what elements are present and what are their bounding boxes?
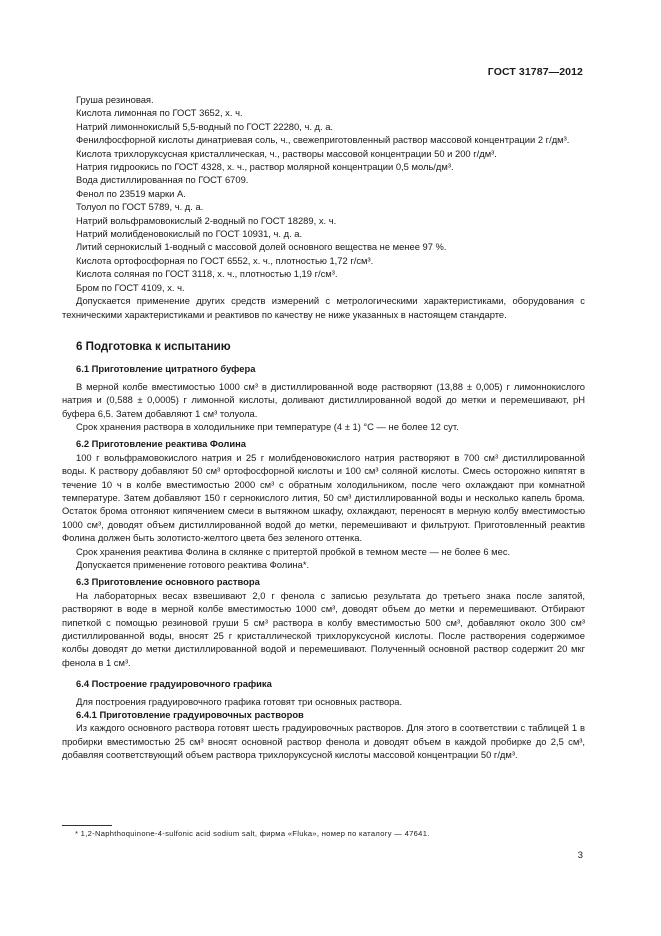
reagent-item: Литий сернокислый 1-водный с массовой долей основного вещества не менее 97 %. [76, 241, 447, 253]
reagent-item: Бром по ГОСТ 4109, х. ч. [76, 281, 185, 293]
reagent-list [62, 93, 585, 321]
paragraph: Допускается применение готового реактива Фолина*. [76, 559, 310, 570]
reagent-item: Фенол по 23519 марки А. [76, 187, 186, 199]
page-number: 3 [577, 849, 583, 860]
reagent-item: Толуол по ГОСТ 5789, ч. д. а. [76, 201, 204, 213]
subsection-6-3-heading: 6.3 Приготовление основного раствора [76, 576, 260, 588]
subsection-6-4-heading: 6.4 Построение градуировочного графика [76, 678, 272, 690]
reagent-item: Натрия гидроокись по ГОСТ 4328, х. ч., раствор молярной концентрации 0,5 моль/дм³. [76, 161, 454, 173]
paragraph: В мерной колбе вместимостью 1000 см³ в дистиллированной воде растворяют (13,88 ± 0,005) г лимоннокислого натрия и (0,588 ± 0,0005) г лимонной кислоты, доливают дистиллированной водой до метки и перемешивают, pH буфера 6,5. Затем добавляют 1 см³ толуола. [62, 380, 585, 419]
paragraph: Из каждого основного раствора готовят шесть градуировочных растворов. Для этого в соответствии с таблицей 1 в пробирки вместимостью 25 см³ вносят основной раствор фенола и доводят объем в каждой пробирке до 2,5 см³, добавляя соответствующий объем раствора трихлоруксусной кислоты массовой концентрации 50 г/дм³. [62, 722, 585, 761]
paragraph: Для построения градуировочного графика готовят три основных раствора. [76, 695, 403, 707]
section-6-heading: 6 Подготовка к испытанию [76, 339, 231, 353]
reagent-item: Натрий лимоннокислый 5,5-водный по ГОСТ 22280, ч. д. а. [76, 120, 334, 132]
reagent-item: Натрий вольфрамовокислый 2-водный по ГОСТ 18289, х. ч. [76, 214, 337, 226]
reagent-item: Кислота соляная по ГОСТ 3118, х. ч., плотностью 1,19 г/см³. [76, 268, 338, 280]
paragraph: На лабораторных весах взвешивают 2,0 г фенола с записью результата до третьего знака после запятой, растворяют в воде в мерной колбе вместимостью 1000 см³, доводят объем до метки и перемешивают. Отбирают пипеткой с помощью резиновой груши 5 см³ раствора в колбу вместимостью 500 см³, добавляют около 300 см³ дистиллированной воды, вносят 25 г кристаллической трихлоруксусной кислоты. После растворения содержимое колбы доводят до метки дистиллированной водой и перемешивают. Полученный основной раствор содержит 20 мкг фенола в 1 см³. [62, 589, 585, 668]
reagent-item: Кислота трихлоруксусная кристаллическая, ч., растворы массовой концентрации 50 и 200 г/дм³. [76, 147, 497, 159]
paragraph: Срок хранения реактива Фолина в склянке с притертой пробкой в темном месте — не более 6 мес. [76, 545, 511, 557]
subsection-6-2-heading: 6.2 Приготовление реактива Фолина [76, 438, 247, 450]
paragraph: 100 г вольфрамовокислого натрия и 25 г молибденовокислого натрия растворяют в 700 см³ дистиллированной воды. К раствору добавляют 50 см³ ортофосфорной кислоты и 100 см³ соляной кислоты. Смесь осторожно кипятят в течение 10 ч в колбе вместимостью 2000 см³ с обратным холодильником, после чего охлаждают при комнатной температуре. Затем добавляют 150 г сернокислого лития, 50 см³ дистиллированной воды и несколько капель брома. Остаток брома отгоняют кипячением смеси в вытяжном шкафу, охлаждают, переносят в мерную колбу вместимостью 1000 см³, доводят объем дистиллированной водой до метки, перемешивают и фильтруют. Приготовленный реактив Фолина должен быть золотисто-желтого цвета без зеленого оттенка. [62, 451, 585, 544]
reagent-item: Кислота лимонная по ГОСТ 3652, х. ч. [76, 107, 243, 119]
reagent-item: Натрий молибденовокислый по ГОСТ 10931, ч. д. а. [76, 228, 303, 240]
footnote: * 1,2-Naphthoquinone-4-sulfonic acid sodium salt, фирма «Fluka», номер по каталогу — 47641. [75, 829, 430, 838]
reagent-item: Груша резиновая. [76, 94, 154, 105]
reagent-item: Кислота ортофосфорная по ГОСТ 6552, х. ч., плотностью 1,72 г/см³. [76, 254, 374, 266]
note-other-means: Допускается применение других средств измерений с метрологическими характеристиками, оборудования с техническими характеристиками и реактивов по качеству не ниже указанных в настоящем стандарте. [62, 295, 585, 320]
footnote-divider [62, 825, 112, 826]
subsection-6-4-1-heading: 6.4.1 Приготовление градуировочных растворов [76, 709, 304, 721]
reagent-item: Фенилфосфорной кислоты динатриевая соль, ч., свежеприготовленный раствор массовой концентрации 2 г/дм³. [76, 134, 570, 146]
reagent-item: Вода дистиллированная по ГОСТ 6709. [76, 174, 249, 186]
paragraph: Срок хранения раствора в холодильнике при температуре (4 ± 1) °С — не более 12 сут. [76, 420, 459, 432]
document-code: ГОСТ 31787—2012 [487, 66, 583, 78]
subsection-6-1-heading: 6.1 Приготовление цитратного буфера [76, 363, 256, 375]
page-body [62, 93, 585, 762]
